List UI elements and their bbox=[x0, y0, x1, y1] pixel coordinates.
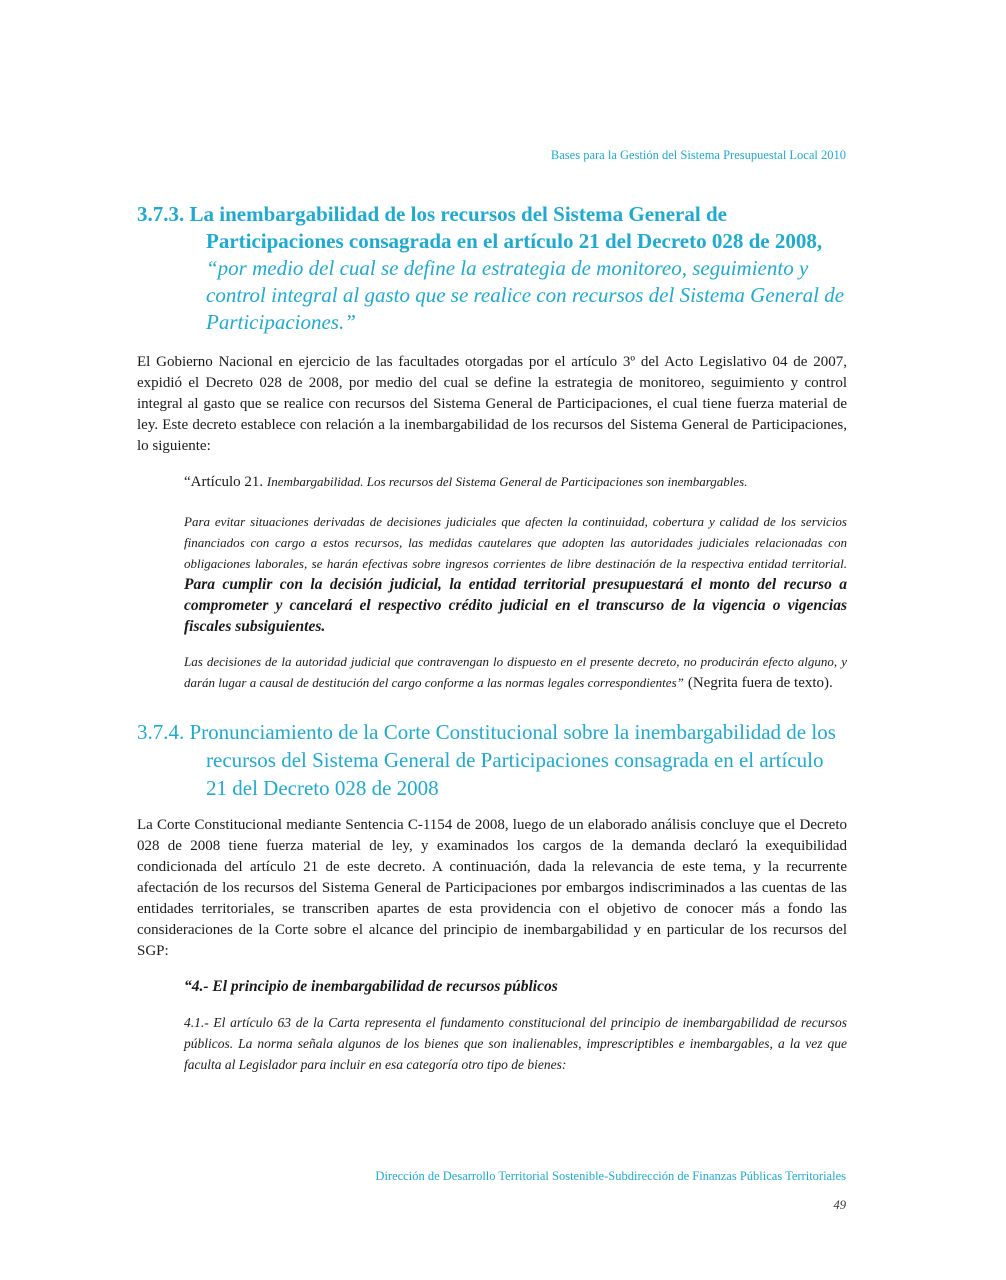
quote-article-text: Inembargabilidad. Los recursos del Sistema General de Participaciones son inembargables. bbox=[266, 474, 748, 489]
quote-p3-italic: Las decisiones de la autoridad judicial que contravengan lo dispuesto en el presente decreto, no producirán efecto alguno, y darán lugar a causal de destitución del cargo conforme a las normas legales correspondientes” bbox=[184, 654, 847, 690]
quote-article-line bbox=[184, 471, 847, 493]
quote-p2-italic: Para evitar situaciones derivadas de decisiones judiciales que afecten la continuidad, cobertura y calidad de los servicios financiados con cargo a estos recursos, las medidas cautelares que adopten las autoridades judiciales relacionadas con obligaciones laborales, se harán efectivas sobre ingresos corrientes de libre destinación de la respectiva entidad territorial. bbox=[184, 514, 847, 571]
quote-paragraph-3 bbox=[184, 651, 847, 694]
page-content bbox=[137, 201, 847, 1075]
running-header: Bases para la Gestión del Sistema Presupuestal Local 2010 bbox=[550, 148, 846, 162]
quote-article-label: “Artículo 21. bbox=[184, 474, 264, 490]
page-number: 49 bbox=[833, 1198, 846, 1212]
quote-paragraph-2 bbox=[184, 511, 847, 637]
decree-quote bbox=[184, 471, 847, 694]
section-3-7-3-heading bbox=[137, 201, 847, 336]
court-quote-heading: “4.- El principio de inembargabilidad de recursos públicos bbox=[184, 978, 558, 995]
quote-p3-tail: (Negrita fuera de texto). bbox=[687, 675, 833, 691]
court-quote-paragraph-1: 4.1.- El artículo 63 de la Carta representa el fundamento constitucional del principio de inembargabilidad de recursos públicos. La norma señala algunos de los bienes que son inalienables, imprescriptibles e inembargables, a la vez que faculta al Legislador para incluir en esa categoría otro tipo de bienes: bbox=[184, 1015, 847, 1072]
quote-p2-bold: Para cumplir con la decisión judicial, la entidad territorial presupuestará el monto del recurso a comprometer y cancelará el respectivo crédito judicial en el transcurso de la vigencia o vigencias fiscales subsiguientes. bbox=[184, 576, 847, 635]
section-3-7-3-title: 3.7.3. La inembargabilidad de los recursos del Sistema General de Participaciones consagrada en el artículo 21 del Decreto 028 de 2008, bbox=[137, 202, 823, 253]
footer-institution: Dirección de Desarrollo Territorial Sostenible-Subdirección de Finanzas Públicas Territoriales bbox=[375, 1169, 846, 1183]
section-3-7-4-heading: 3.7.4. Pronunciamiento de la Corte Constitucional sobre la inembargabilidad de los recursos del Sistema General de Participaciones consagrada en el artículo 21 del Decreto 028 de 2008 bbox=[137, 720, 836, 800]
section-3-7-4-paragraph: La Corte Constitucional mediante Sentencia C-1154 de 2008, luego de un elaborado análisis concluye que el Decreto 028 de 2008 tiene fuerza material de ley, y examinados los cargos de la demanda declaró la exequibilidad condicionada del artículo 21 de este decreto. A continuación, dada la relevancia de este tema, y la recurrente afectación de los recursos del Sistema General de Participaciones por embargos indiscriminados a las cuentas de las entidades territoriales, se transcriben apartes de esta providencia con el objetivo de conocer más a fondo las consideraciones de la Corte sobre el alcance del principio de inembargabilidad y en particular de los recursos del SGP: bbox=[137, 817, 847, 959]
section-3-7-3-paragraph: El Gobierno Nacional en ejercicio de las facultades otorgadas por el artículo 3º del Acto Legislativo 04 de 2007, expidió el Decreto 028 de 2008, por medio del cual se define la estrategia de monitoreo, seguimiento y control integral al gasto que se realice con recursos del Sistema General de Participaciones, el cual tiene fuerza material de ley. Este decreto establece con relación a la inembargabilidad de los recursos del Sistema General de Participaciones, lo siguiente: bbox=[137, 354, 847, 454]
court-quote bbox=[184, 976, 847, 1075]
section-3-7-3-title-italic: “por medio del cual se define la estrategia de monitoreo, seguimiento y control integral al gasto que se realice con recursos del Sistema General de Participaciones.” bbox=[206, 256, 845, 334]
